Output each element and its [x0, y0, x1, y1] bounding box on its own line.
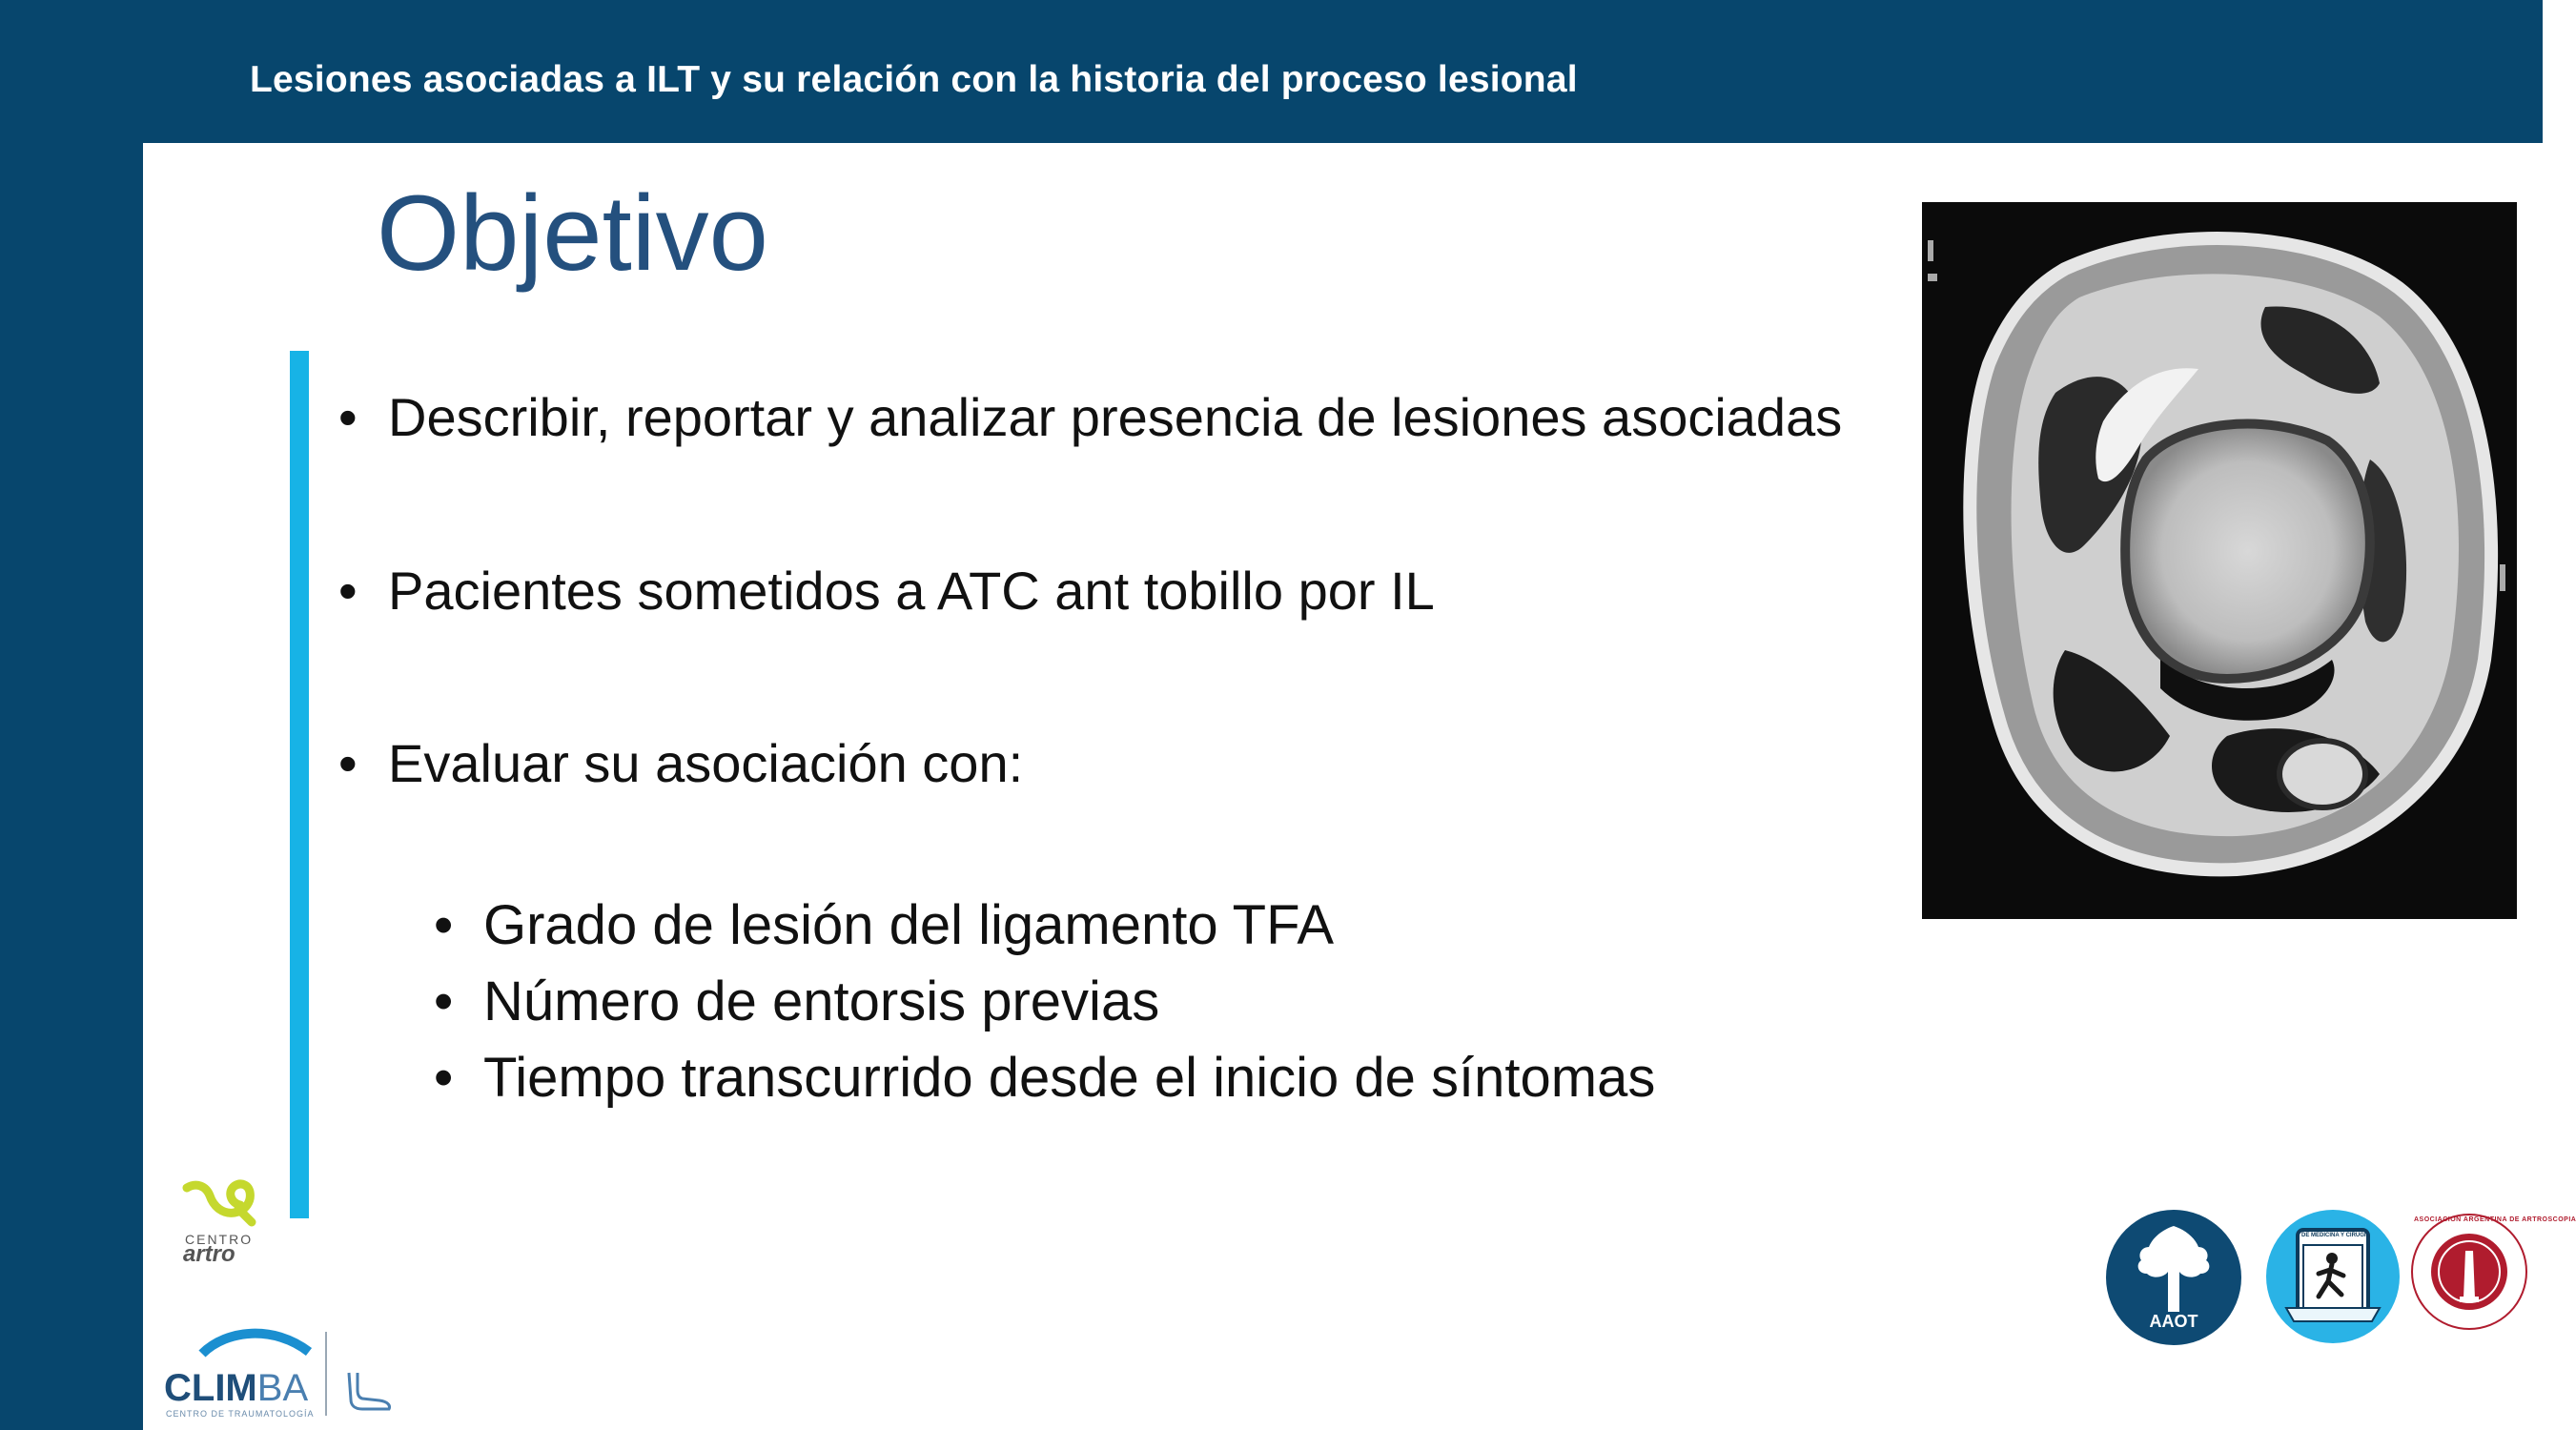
header-title: Lesiones asociadas a ILT y su relación con la historia del proceso lesional — [250, 59, 1578, 100]
mri-ankle-image — [1922, 202, 2517, 919]
climba-wordmark — [164, 1367, 308, 1410]
accent-line — [290, 351, 309, 1218]
foot-icon — [341, 1367, 395, 1415]
sub-bullet-item — [434, 1046, 1655, 1110]
bullet-dot: • — [338, 733, 358, 793]
shield-runner-icon — [2265, 1209, 2401, 1344]
bullet-text: Evaluar su asociación con: — [388, 733, 1024, 793]
climba-logo — [160, 1327, 408, 1422]
aaot-logo — [2105, 1209, 2242, 1346]
bullet-item — [338, 386, 1842, 448]
bullet-dot: • — [434, 894, 454, 956]
bullet-text: Tiempo transcurrido desde el inicio de síntomas — [483, 1047, 1656, 1109]
aaot-label: AAOT — [2149, 1312, 2198, 1331]
sub-bullet-item — [434, 893, 1334, 957]
bullet-item — [338, 560, 1435, 622]
bullet-dot: • — [434, 1047, 454, 1109]
climba-clim: CLIM — [164, 1367, 257, 1409]
bullet-text: Pacientes sometidos a ATC ant tobillo por IL — [388, 561, 1435, 621]
artroscopia-label: ASOCIACION ARGENTINA DE ARTROSCOPIA — [2414, 1216, 2576, 1223]
bullet-dot: • — [434, 970, 454, 1032]
bullet-dot: • — [338, 387, 358, 447]
climba-ba: BA — [256, 1367, 309, 1409]
bullet-text: Describir, reportar y analizar presencia de lesiones asociadas — [388, 387, 1843, 447]
centro-label: CENTRO — [185, 1232, 254, 1247]
artroscopia-logo — [2410, 1213, 2576, 1331]
bullet-text: Número de entorsis previas — [483, 970, 1160, 1032]
left-sidebar-bar — [0, 143, 143, 1430]
artroscopia-seal-icon — [2410, 1213, 2576, 1331]
logo-divider — [325, 1332, 327, 1416]
bullet-item — [338, 732, 1023, 794]
climba-tagline: CENTRO DE TRAUMATOLOGÍA — [166, 1409, 315, 1419]
climba-arc-icon — [198, 1327, 313, 1356]
slide-title: Objetivo — [377, 174, 768, 293]
bullet-text: Grado de lesión del ligamento TFA — [483, 894, 1335, 956]
artro-label: artro — [183, 1241, 235, 1267]
medicina-label: DE MEDICINA Y CIRUGIA — [2301, 1233, 2370, 1238]
bullet-dot: • — [338, 561, 358, 621]
sub-bullet-item — [434, 970, 1159, 1033]
centro-artro-logo — [179, 1180, 265, 1276]
artro-symbol-icon — [183, 1180, 259, 1228]
medicina-cirugia-logo — [2265, 1209, 2401, 1344]
